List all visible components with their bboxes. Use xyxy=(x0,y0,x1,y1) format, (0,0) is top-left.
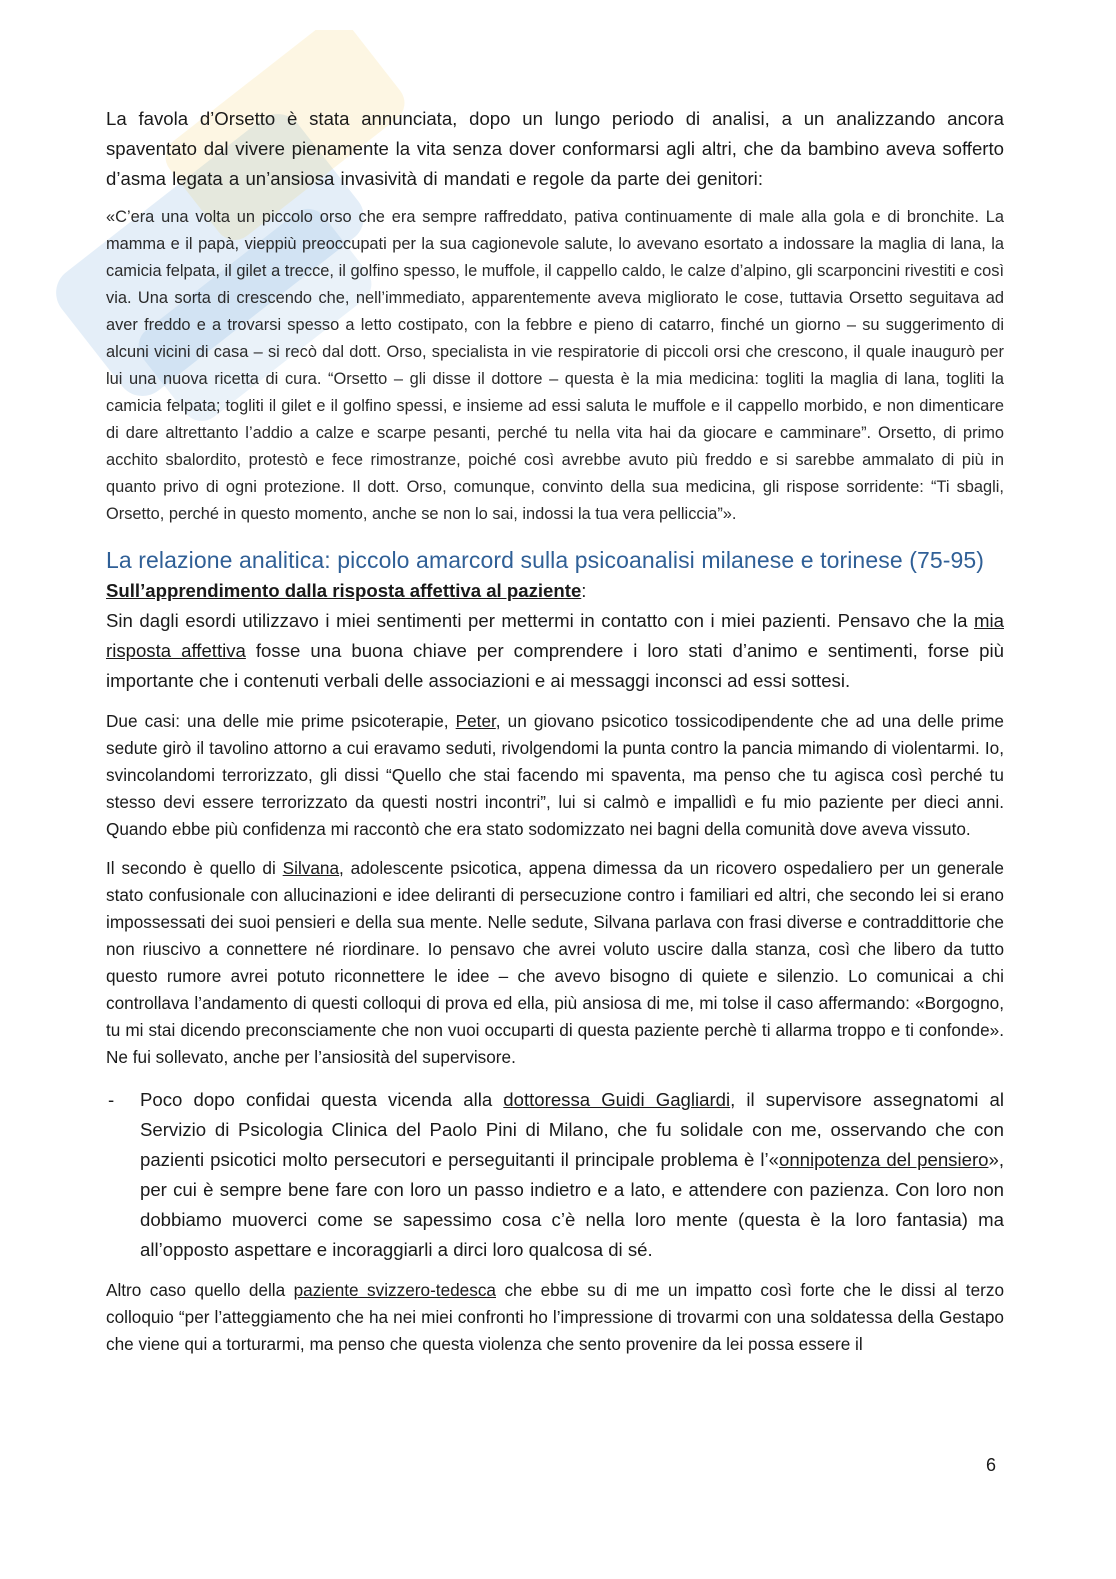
section-heading: La relazione analitica: piccolo amarcord sulla psicoanalisi milanese e torinese (75-95) xyxy=(106,547,985,573)
subheading-colon: : xyxy=(581,580,587,601)
subheading-line xyxy=(106,576,1004,606)
text-run: , un giovano psicotico tossicodipendente che ad una delle prime sedute girò il tavolino attorno a cui eravamo seduti, rivolgendomi la punta contro la pancia mimando di violentarmi. Io, svincolandomi terrorizzato, gli dissi “Quello che stai facendo mi spaventa, ma penso che tu agisca così perché tu stesso devi essere terrorizzato da questi nostri incontri”, lui si calmò e impallidì e fu mio paziente per dieci anni. Quando ebbe più confidenza mi raccontò che era stato sodomizzato nei bagni della comunità dove aveva vissuto. xyxy=(106,711,1004,839)
text-run: Altro caso quello della xyxy=(106,1280,294,1300)
subheading: Sull’apprendimento dalla risposta affettiva al paziente xyxy=(106,580,582,601)
text-run: fosse una buona chiave per comprendere i loro stati d’animo e sentimenti, forse più importante che i contenuti verbali delle associazioni e ai messaggi inconsci ad essi sottesi. xyxy=(106,640,1004,691)
text-run: », per cui è sempre bene fare con loro un passo indietro e a lato, e attendere con pazienza. Con loro non dobbiamo muoverci come se sapessimo cosa c’è nella loro mente (questa è la loro fantasia) ma all’opposto aspettare e incoraggiarli a dirci loro qualcosa di sé. xyxy=(140,1149,1004,1260)
text-run: , adolescente psicotica, appena dimessa da un ricovero ospedaliero per un generale stato confusionale con allucinazioni e idee deliranti di persecuzione contro i familiari ed altri, che secondo lei si erano impossessati dei suoi pensieri e della sua mente. Nelle sedute, Silvana parlava con frasi diverse e contraddittorie che non riuscivo a connettere né riordinare. Io pensavo che avrei voluto uscire dalla stanza, così che libero da tutto questo rumore avrei potuto riconnettere le idee – che avevo bisogno di quiete e silenzio. Lo comunicai a chi controllava l’andamento di questi colloqui di prova ed ella, più ansiosa di me, mi tolse il caso affermando: «Borgogno, tu mi stai dicendo preconsciamente che non vuoi occuparti di questa paziente perchè ti allarma troppo e ti confonde». Ne fui sollevato, anche per l’ansiosità del supervisore. xyxy=(106,858,1004,1067)
swiss-patient-paragraph xyxy=(106,1277,1004,1358)
text-run: Poco dopo confidai questa vicenda alla xyxy=(140,1089,504,1110)
text-run: Il secondo è quello di xyxy=(106,858,283,878)
text-run: Due casi: una delle mie prime psicoterapie, xyxy=(106,711,456,731)
intro-paragraph: La favola d’Orsetto è stata annunciata, dopo un lungo periodo di analisi, a un analizzando ancora spaventato dal vivere pienamente la vita senza dover conformarsi agli altri, che da bambino aveva sofferto d’asma legata a un’ansiosa invasività di mandati e regole da parte dei genitori: xyxy=(106,108,1004,189)
text-run: Sin dagli esordi utilizzavo i miei sentimenti per mettermi in contatto con i miei pazienti. Pensavo che la xyxy=(106,610,975,631)
peter-case-paragraph xyxy=(106,708,1004,843)
fable-quote-paragraph: «C’era una volta un piccolo orso che era sempre raffreddato, pativa continuamente di male alla gola e di bronchite. La mamma e il papà, vieppiù preoccupati per la sua cagionevole salute, lo avevano esortato a indossare la maglia di lana, la camicia felpata, il gilet a trecce, il golfino spesso, le muffole, il cappello caldo, le calze d’alpino, gli scarponcini rivestiti e così via. Una sorta di crescendo che, nell’immediato, apparentemente aveva migliorato le cose, tuttavia Orsetto seguitava ad aver freddo e a trovarsi spesso a letto costipato, con la febbre e pieno di catarro, finché un giorno – su suggerimento di alcuni vicini di casa – si recò dal dott. Orso, specialista in vie respiratorie di piccoli orsi che crescono, il quale inaugurò per lui una nuova ricetta di cura. “Orsetto – gli disse il dottore – questa è la mia medicina: togliti la maglia di lana, togliti la camicia felpata; togliti il gilet e il golfino spessi, e insieme ad essi saluta le muffole e il cappello morbido, e non dimenticare di dare altrettanto l’addio a calze e scarpe pesanti, perché tu nella vita hai da giocare e camminare”. Orsetto, di primo acchito sbalordito, protestò e fece rimostranze, poiché così avrebbe avuto più freddo e si sarebbe ammalato di più in quanto privo di ogni protezione. Il dott. Orso, comunque, convinto della sua medicina, gli rispose sorridente: “Ti sbagli, Orsetto, perché in questo momento, anche se non lo sai, indossi la tua vera pelliccia”». xyxy=(106,208,1004,523)
silvana-case-paragraph xyxy=(106,855,1004,1071)
page-number: 6 xyxy=(986,1455,997,1475)
bullet-item xyxy=(106,1085,1004,1265)
underlined-term: onnipotenza del pensiero xyxy=(778,1149,989,1170)
underlined-term: Silvana xyxy=(282,858,340,878)
document-page xyxy=(106,104,1004,1358)
bullet-dash: - xyxy=(108,1089,115,1110)
underlined-term: dottoressa Guidi Gagliardi xyxy=(503,1089,731,1110)
text-run: , il supervisore assegnatomi al Servizio di Psicologia Clinica del Paolo Pini di Milano, che fu solidale con me, osservando che con pazienti psicotici molto persecutori e perseguitanti il principale problema è l’« xyxy=(140,1089,1004,1170)
text-run: che ebbe su di me un impatto così forte che le dissi al terzo colloquio “per l’atteggiamento che ha nei miei confronti ho l’impressione di trovarmi con una soldatessa della Gestapo che viene qui a torturarmi, ma penso che questa violenza che sento provenire da lei possa essere il xyxy=(106,1280,1004,1354)
underlined-term: paziente svizzero-tedesca xyxy=(293,1280,496,1300)
underlined-term: mia risposta affettiva xyxy=(106,610,1004,661)
affective-response-paragraph xyxy=(106,606,1004,696)
underlined-term: Peter xyxy=(455,711,496,731)
